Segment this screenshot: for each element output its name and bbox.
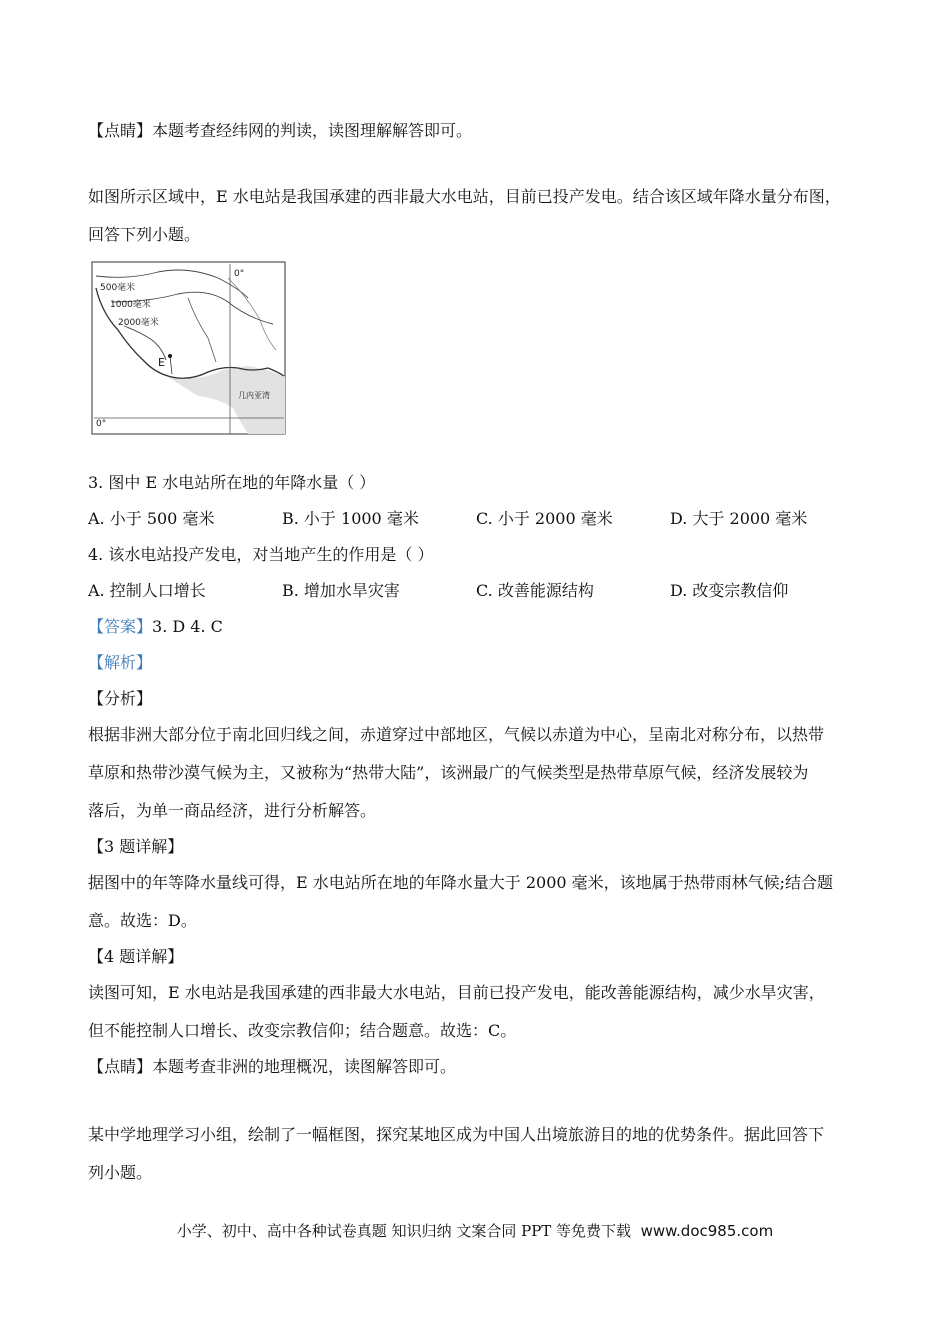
label-lon0: 0°: [234, 269, 245, 279]
footer-url[interactable]: www.doc985.com: [640, 1222, 774, 1240]
q3-option-d: D. 大于 2000 毫米: [670, 509, 808, 528]
dianjing-note-2: 【点睛】本题考查非洲的地理概况，读图解答即可。: [88, 1057, 457, 1076]
question-4-stem: 4. 该水电站投产发电，对当地产生的作用是（ ）: [88, 545, 434, 564]
footer-text: 小学、初中、高中各种试卷真题 知识归纳 文案合同 PPT 等免费下载: [176, 1222, 632, 1240]
answer-text: 3. D 4. C: [152, 617, 223, 636]
answer-line: [88, 616, 223, 638]
label-1000: 1000毫米: [110, 300, 151, 310]
q4-option-d: D. 改变宗教信仰: [670, 581, 789, 600]
detail-3-line-2: 意。故选：D。: [88, 911, 197, 930]
intro-paragraph-line-2: 回答下列小题。: [88, 225, 201, 244]
label-500: 500毫米: [100, 283, 136, 293]
q3-option-c: C. 小于 2000 毫米: [476, 509, 613, 528]
q3-option-b: B. 小于 1000 毫米: [282, 509, 419, 528]
fenxi-tag: 【分析】: [88, 689, 153, 708]
fenxi-line-1: 根据非洲大部分位于南北回归线之间，赤道穿过中部地区，气候以赤道为中心，呈南北对称分布，以热带: [88, 725, 825, 744]
q4-option-a: A. 控制人口增长: [88, 581, 206, 600]
next-intro-line-2: 列小题。: [88, 1163, 153, 1182]
label-gulf: 几内亚湾: [238, 391, 270, 400]
q3-option-a: A. 小于 500 毫米: [88, 509, 215, 528]
fenxi-line-3: 落后，为单一商品经济，进行分析解答。: [88, 801, 377, 820]
label-e: E: [158, 356, 165, 369]
detail-3-line-1: 据图中的年等降水量线可得，E 水电站所在地的年降水量大于 2000 毫米，该地属于热带雨林气候;结合题: [88, 873, 834, 892]
detail-4-line-2: 但不能控制人口增长、改变宗教信仰；结合题意。故选：C。: [88, 1021, 517, 1040]
next-intro-line-1: 某中学地理学习小组，绘制了一幅框图，探究某地区成为中国人出境旅游目的地的优势条件。据此回答下: [88, 1125, 825, 1144]
fenxi-line-2: 草原和热带沙漠气候为主，又被称为“热带大陆”，该洲最广的气候类型是热带草原气候，经济发展较为: [88, 763, 809, 782]
q4-option-c: C. 改善能源结构: [476, 581, 594, 600]
detail-4-tag: 【4 题详解】: [88, 947, 184, 966]
intro-paragraph-line-1: 如图所示区域中，E 水电站是我国承建的西非最大水电站，目前已投产发电。结合该区域年降水量分布图，: [88, 187, 841, 206]
label-2000: 2000毫米: [118, 318, 159, 328]
dianjing-note-1: 【点睛】本题考查经纬网的判读，读图理解解答即可。: [88, 121, 473, 140]
q4-option-b: B. 增加水旱灾害: [282, 581, 400, 600]
answer-tag: 【答案】: [88, 617, 153, 636]
label-lat0: 0°: [96, 419, 107, 429]
precipitation-map: [88, 258, 288, 438]
analysis-tag: 【解析】: [88, 653, 153, 672]
detail-4-line-1: 读图可知，E 水电站是我国承建的西非最大水电站，目前已投产发电，能改善能源结构，减少水旱灾害，: [88, 983, 825, 1002]
question-3-stem: 3. 图中 E 水电站所在地的年降水量（ ）: [88, 473, 376, 492]
detail-3-tag: 【3 题详解】: [88, 837, 184, 856]
page-footer: [0, 1220, 950, 1241]
